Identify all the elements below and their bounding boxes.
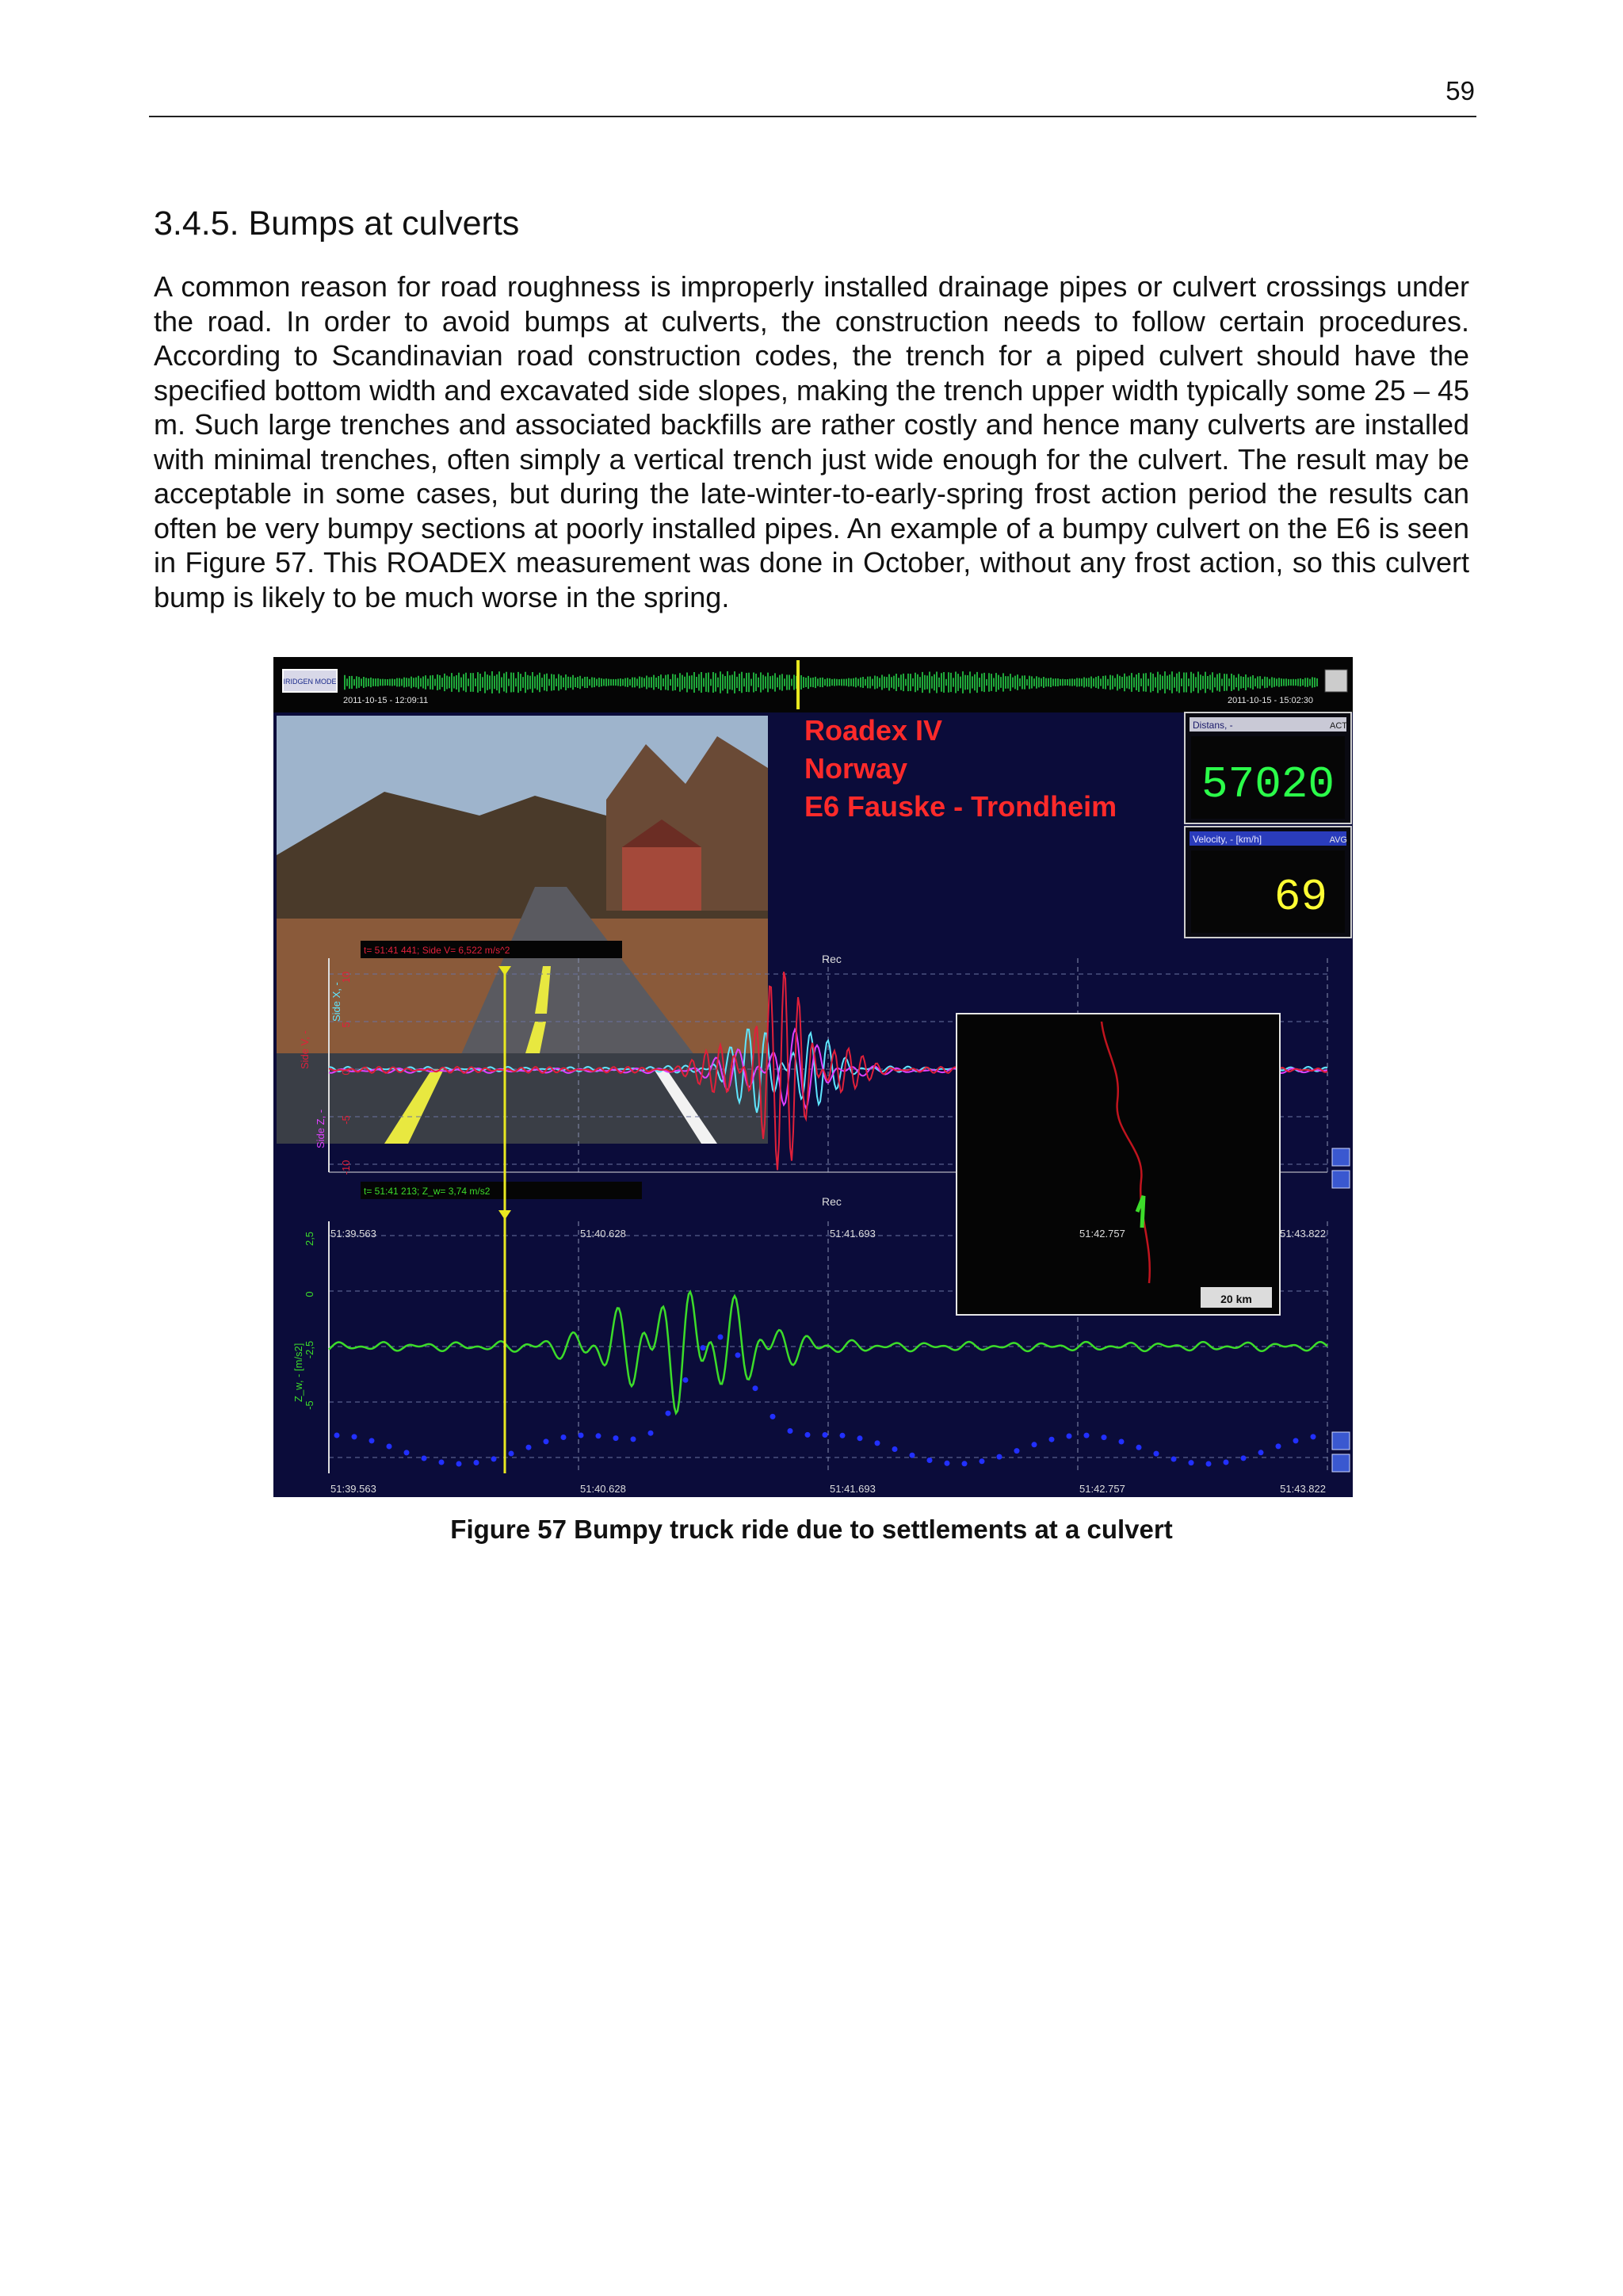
blue-data-point [631,1436,636,1442]
blue-data-point [334,1433,340,1438]
blue-data-point [910,1453,915,1458]
upper-axis-label-x: Side X, - [330,982,342,1022]
title-line-1: Roadex IV [804,714,943,747]
trace-blue-points [334,1335,1316,1467]
blue-data-point [1206,1461,1212,1467]
time-tick-label: 51:43.822 [1280,1228,1326,1240]
blue-data-point [1067,1434,1072,1439]
blue-data-point [805,1432,811,1438]
cursor-readout-top: t= 51:41 441; Side V= 6,522 m/s^2 [364,945,510,956]
blue-data-point [1189,1460,1194,1465]
timeline-end: 2011-10-15 - 15:02:30 [1228,696,1314,705]
distance-value: 57020 [1201,759,1335,810]
blue-data-point [1049,1437,1055,1442]
velocity-label: Velocity, - [km/h] [1193,834,1262,845]
blue-data-point [579,1433,584,1438]
blue-data-point [1241,1455,1247,1461]
figure-caption: Figure 57 Bumpy truck ride due to settlements at a culvert [450,1515,1173,1544]
blue-data-point [404,1450,410,1455]
velocity-panel [1185,827,1351,938]
blue-data-point [892,1446,898,1452]
blue-data-point [1136,1445,1142,1450]
blue-data-point [439,1460,445,1465]
blue-data-point [980,1458,985,1464]
page-number: 59 [1445,76,1475,105]
blue-data-point [666,1411,671,1416]
section-heading: 3.4.5. Bumps at culverts [154,204,520,243]
time-tick-label: 51:42.757 [1079,1228,1125,1240]
blue-data-point [875,1440,880,1446]
blue-data-point [823,1432,828,1438]
upper-axis-label-z: Side Z, - [315,1109,327,1148]
blue-data-point [613,1435,619,1441]
timeline-cursor [796,660,800,709]
blue-data-point [491,1456,497,1461]
blue-data-point [962,1461,968,1466]
lower-axis-ticks [304,1232,315,1410]
blue-data-point [735,1352,741,1358]
blue-data-point [718,1335,724,1340]
time-cursor-marker-bottom [498,1210,511,1220]
cursor-readout-bottom: t= 51:41 213; Z_w= 3,74 m/s2 [364,1186,491,1197]
blue-data-point [997,1454,1002,1460]
blue-data-point [456,1461,462,1467]
blue-data-point [753,1385,758,1391]
blue-data-point [788,1428,793,1434]
distance-tag: ACT [1330,721,1347,731]
lower-axis-tick-label: 2,5 [304,1231,315,1247]
lower-axis-tick-label: -2,5 [304,1340,315,1359]
title-line-3: E6 Fauske - Trondheim [804,790,1117,823]
blue-data-point [1154,1451,1159,1457]
lower-axis-tick-label: 0 [304,1291,315,1297]
time-ticks-lower [330,1483,1326,1495]
time-tick-label: 51:39.563 [330,1483,376,1495]
blue-data-point [1311,1434,1316,1439]
title-line-2: Norway [804,752,908,785]
upper-axis-tick-label: 10 [340,971,352,984]
upper-axis-tick-label: -5 [340,1115,352,1125]
time-tick-label: 51:41.693 [830,1483,876,1495]
dashcam-video-frame [277,716,768,1144]
velocity-value: 69 [1274,872,1327,923]
timeline-start: 2011-10-15 - 12:09:11 [343,696,429,705]
blue-data-point [526,1445,532,1450]
time-tick-label: 51:40.628 [580,1228,626,1240]
blue-data-point [422,1456,427,1461]
upper-axis-label-v: Side V, - [299,1030,311,1069]
blue-data-point [683,1377,689,1383]
blue-data-point [1032,1442,1037,1447]
blue-data-point [1293,1438,1299,1443]
time-tick-label: 51:42.757 [1079,1483,1125,1495]
upper-axis-tick-label: 0 [340,1069,352,1075]
rec-label-bottom: Rec [822,1195,842,1208]
velocity-tag: AVG [1329,835,1347,845]
upper-axis-tick-label: 5 [340,1022,352,1028]
time-tick-label: 51:39.563 [330,1228,376,1240]
blue-data-point [544,1438,549,1444]
blue-data-point [857,1435,863,1441]
blue-data-point [927,1457,933,1463]
blue-data-point [1119,1439,1125,1445]
blue-data-point [648,1431,654,1436]
blue-data-point [1014,1448,1020,1454]
time-tick-label: 51:43.822 [1280,1483,1326,1495]
figure-canvas [273,657,1353,1497]
time-tick-label: 51:41.693 [830,1228,876,1240]
distance-label: Distans, - [1193,720,1233,731]
blue-data-point [840,1433,846,1438]
lower-axis-label: Z_w, - [m/s2] [292,1343,304,1402]
blue-data-point [1276,1443,1281,1449]
body-paragraph: A common reason for road roughness is improperly installed drainage pipes or culvert crossings under the road. In order to avoid bumps at culverts, the construction needs to follow certain procedures. According to Scandinavian road construction codes, the trench for a piped culvert should have the specified bottom width and excavated side slopes, making the trench upper width typically some 25 – 45 m. Such large trenches and associated backfills are rather costly and hence many culverts are installed with minimal trenches, often simply a vertical trench just wide enough for the culvert. The result may be acceptable in some cases, but during the late-winter-to-early-spring frost action period the results can often be very bumpy sections at poorly installed pipes. An example of a bumpy culvert on the E6 is seen in Figure 57. This ROADEX measurement was done in October, without any frost action, so this culvert bump is likely to be much worse in the spring. [154,270,1469,613]
blue-data-point [474,1460,479,1465]
rec-label-top: Rec [822,953,842,965]
time-tick-label: 51:40.628 [580,1483,626,1495]
blue-data-point [770,1414,776,1419]
figure-roadex-screenshot [273,657,1353,1497]
blue-data-point [1258,1450,1264,1455]
upper-axis-tick-label: -10 [340,1159,352,1175]
blue-data-point [945,1461,950,1466]
blue-data-point [596,1433,601,1438]
blue-data-point [561,1435,567,1440]
blue-data-point [1171,1457,1177,1462]
blue-data-point [1224,1460,1229,1465]
blue-data-point [387,1444,392,1450]
lower-axis-tick-label: -5 [304,1400,315,1410]
blue-data-point [509,1451,514,1457]
header-rule [149,116,1476,117]
timeline-menu-icon[interactable] [1325,670,1347,692]
side-controls-upper[interactable] [1332,1148,1350,1188]
map-scale-bar: 20 km [1220,1293,1252,1305]
blue-data-point [1102,1435,1107,1440]
blue-data-point [369,1438,375,1443]
blue-data-point [1084,1433,1090,1438]
blue-data-point [701,1345,706,1350]
iridgen-logo-text: IRIDGEN MODE [283,678,337,686]
route-map-inset [957,1014,1280,1315]
blue-data-point [352,1434,357,1439]
side-controls-lower[interactable] [1332,1432,1350,1472]
distance-panel [1185,712,1351,823]
